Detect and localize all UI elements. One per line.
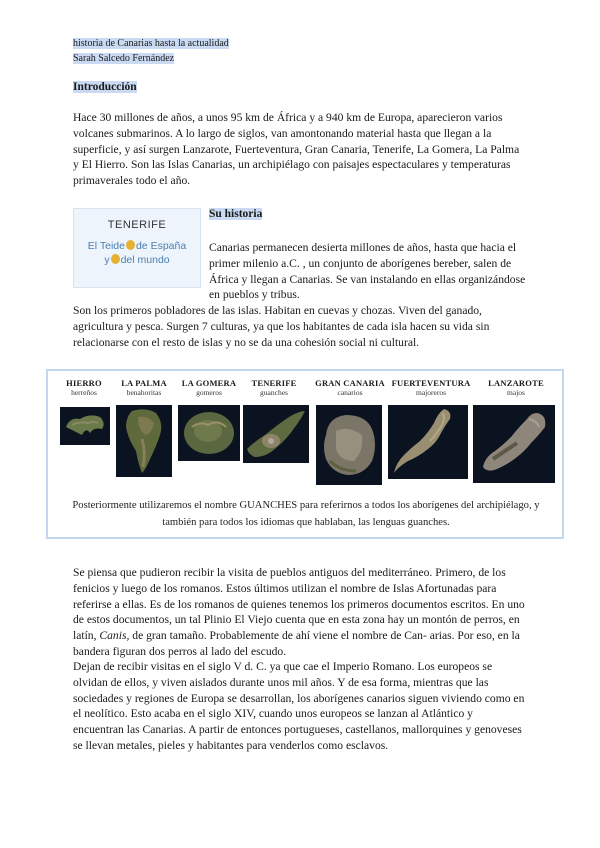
history-paragraph-side: Canarias permanecen desierta millones de años, hasta que hacia el primer milenio a.C. , un conjunto de aborígenes bereber, salen de África y llegan a Canarias. Se van instalando en ellas organizándose en pueblos y tribus. bbox=[209, 241, 526, 302]
romans-paragraph: Se piensa que pudieron recibir la visita de pueblos antiguos del mediterráneo. Primero, de los fenicios y luego de los romanos. Estos últimos utilizan el nombre de Islas Afortunadas para referirse a ellas. Es de los romanos de quienes tenemos los primeros documentos escritos. En uno de estos documentos, un tal Plinio El Viejo cuenta que en esta zona hay un montón de perros, en latín, Canis, de gran tamaño. Probablemente de ahí viene el nombre de Can- arias. Por eso, en la bandera figuran dos perros al lado del escudo. bbox=[73, 566, 525, 658]
island-label-tenerife: TENERIFE guanches bbox=[251, 378, 297, 397]
tenerife-teide-image bbox=[73, 208, 201, 288]
island-label-lanzarote: LANZAROTE majos bbox=[488, 378, 544, 397]
latin-word-canis: Canis, bbox=[99, 629, 130, 643]
hierro-island-image bbox=[60, 407, 110, 445]
isolation-paragraph: Dejan de recibir visitas en el siglo V d. C. ya que cae el Imperio Romano. Los europeos se olvidan de ellos, y viven aislados durante unos mil años. Y de esa forma, mientras que las sociedades y regiones de Europa se desarrollan, los aborígenes canarios siguen viviendo como en el neolítico. Esto acaba en el siglo XIV, cuando unos europeos se lanzan al Atlántico y encuentran las Canarias. A partir de entonces portugueses, castellanos, mallorquines y genoveses se llevan metales, pieles y habitantes para venderlos como esclavos. bbox=[73, 660, 525, 752]
lanzarote-island-image bbox=[473, 405, 555, 483]
document-header-title: historia de Canarias hasta la actualidad bbox=[73, 38, 229, 49]
la-palma-island-image bbox=[116, 405, 172, 477]
la-gomera-island-image bbox=[178, 405, 240, 461]
gold-medal-icon bbox=[126, 240, 135, 250]
history-heading: Su historia bbox=[209, 208, 263, 220]
island-label-gran-canaria: GRAN CANARIA canarios bbox=[315, 378, 385, 397]
islands-figure bbox=[46, 369, 564, 539]
intro-paragraph: Hace 30 millones de años, a unos 95 km de África y a 940 km de Europa, aparecieron varios volcanes submarinos. A lo largo de siglos, van amontonando material hasta que llegan a la superficie, y así surgen Lanzarote, Fuerteventura, Gran Canaria, Tenerife, La Gomera, La Palma y El Hierro. Son las Islas Canarias, un archipiélago con paisajes espectaculares y temperaturas primaverales todo el año. bbox=[73, 111, 520, 188]
island-label-la-gomera: LA GOMERA gomeros bbox=[181, 378, 237, 397]
island-label-fuerteventura: FUERTEVENTURA majoreros bbox=[391, 378, 471, 397]
island-label-hierro: HIERRO herreños bbox=[66, 378, 102, 397]
gran-canaria-island-image bbox=[316, 405, 382, 485]
islands-figure-caption: Posteriormente utilizaremos el nombre GUANCHES para referirnos a todos los aborígenes del archipiélago, y también para todos los idiomas que hablaban, las lenguas guanches. bbox=[72, 500, 540, 528]
document-author: Sarah Salcedo Fernández bbox=[73, 53, 175, 64]
tenerife-island-image bbox=[243, 405, 309, 463]
island-label-la-palma: LA PALMA benahoritas bbox=[121, 378, 167, 397]
tenerife-box-title: TENERIFE bbox=[107, 219, 167, 231]
fuerteventura-island-image bbox=[388, 405, 468, 479]
history-paragraph-full: Son los primeros pobladores de las islas. Habitan en cuevas y chozas. Viven del ganado, agricultura y pesca. Surgen 7 culturas, ya que los habitantes de cada isla hacen su vida sin relacionarse con el resto de islas y no se da una cohesión social ni cultural. bbox=[73, 304, 490, 349]
gold-medal-icon bbox=[111, 254, 120, 264]
intro-heading: Introducción bbox=[73, 81, 137, 93]
tenerife-box-subtitle: El Teide de España y del mundo bbox=[87, 240, 187, 266]
